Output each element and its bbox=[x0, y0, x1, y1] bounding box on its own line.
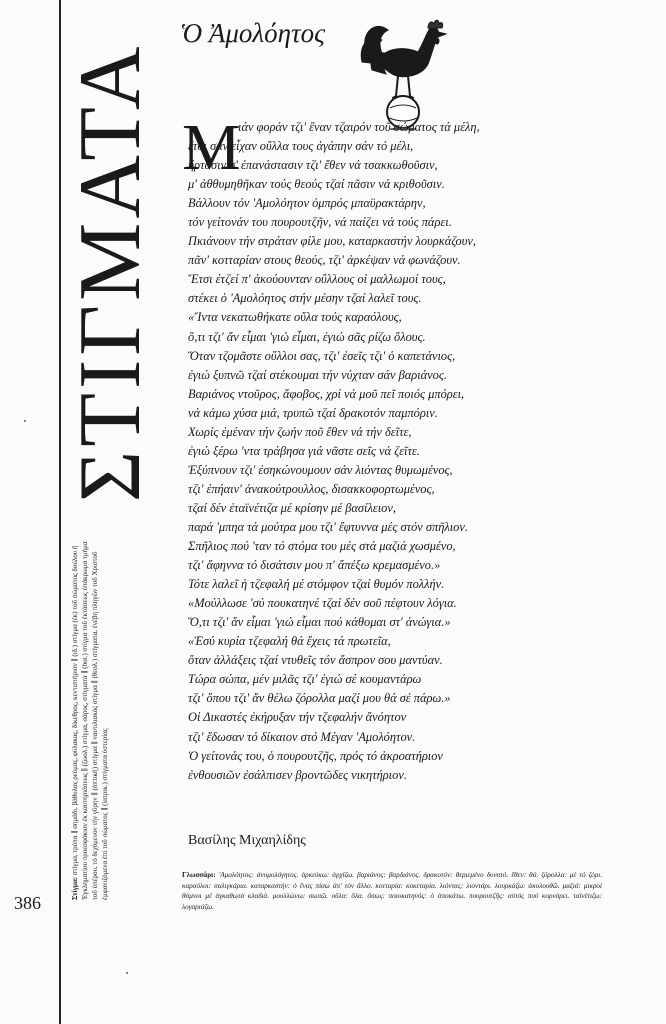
poem-line: «Ἴντα νεκατωθήκατε οὔλα τούς καραόλους, bbox=[188, 310, 402, 325]
rooster-on-ball-illustration bbox=[358, 12, 448, 130]
poem-line: νά κάμω χύσα μιά, τρυπῶ τζαί δρακοτόν παμπόριν. bbox=[188, 405, 438, 420]
poem-line: Τότε λαλεῖ ἡ τζεφαλή μέ στόμφον τζαί θυμόν πολλήν. bbox=[188, 577, 445, 592]
poem-line: τόν γείτονάν του πουρουτζῆν, νά παίζει νά τούς πάρει. bbox=[188, 215, 452, 230]
column-divider-line bbox=[59, 0, 61, 1024]
glossary-text: 'Αμολόητος: ἀνομολόγητος. ἀρκεύκω: ἀρχίζω. βαριάνος: βαρδιάνος. δρακοτόν: θεριεμένο δυνατό. ἔθεν: θά. ζόρολλα: μέ τό ζόρι. καραόλοι: σαλιγκάρια. καταρκαστήν: ὁ ἕνας πίσω ἀπ' τόν ἄλλο. κοτταρία: κοκεταρία. λιόντας: λιοντάρι. λουρκάζω: ἀκολουθῶ. μαζιά: μικροί θάμνοι μέ ἀγκαθωτά κλαδιά. μουλλώνω: σωπῶ. οὔλα: ὅλα. ὅσως: ποιοκατηνός: ὁ ἀποκάτω. πουρουτζῆς: αὐτός πού κορνάρει. ταϊνέτιζω: λογαριάζω. bbox=[182, 871, 603, 911]
poem-line: ὅ,τι τζι' ἄν εἶμαι 'γιώ εἶμαι, ἐγιώ σᾶς ρίζω ὅλους. bbox=[188, 329, 426, 344]
poem-line: τζι' ὅπου τζι' ἄν θέλω ζόρολλα μαζί μου θά σέ πάρω.» bbox=[188, 691, 451, 706]
definition-label: Στίγμα: bbox=[71, 876, 79, 900]
poem-title: Ὁ Ἀμολόητος bbox=[180, 18, 326, 48]
poem-line: τζι' ἄφηννα τό δισάτσιν μου π' ἄπέξω κρεμασμένο.» bbox=[188, 558, 441, 573]
definition-block-vertical bbox=[70, 540, 140, 900]
section-title-vertical: ΣΤΙΓΜΑΤΑ bbox=[62, 42, 159, 502]
poem-line: ἐνθουσιῶν ἐσάλπισεν βροντῶδες νικητήριον. bbox=[188, 767, 407, 782]
poem-line: Βαριάνος ντοῦρος, ἄφοβος, χρί νά μοῦ πεῖ ποιός μπόρει, bbox=[188, 386, 465, 401]
print-speck bbox=[126, 972, 128, 974]
poem-line: Ὁ γείτονάς του, ὁ πουρουτζῆς, πρός τό ἀκροατήριον bbox=[188, 748, 443, 763]
glossary bbox=[182, 870, 602, 912]
definition-text: στίγμα, τρύπα ∥ σημάδι, βάθυλας ρεύμας, φύλακας, δίκεθρος, κεντιστήριον ∥ (ιδ.) στίγμα (ἐκ) τοῦ σώματος δούλου ἢ Ἐγκληματίου προεσφάκιον ἐκ καυτηριάσεως ∥ (ζωολ.) στίγμα, σάρος, στίγματα ∥ (bot.) στίγμα τοῦ ἐκτάσεως ὑπάκρωμα τμήμα τοῦ ὑπέρου, τό δεχόμενον τήν γῦρην ∥ (ὀπτική) στίγμα ∥ ναυτιλιακός στίγμα ∥ (θεολ.) στίγματα, ἐνέβη πληγῶν τοῦ Χριστοῦ ἐμφανιζόμενα ἐπί τοῦ σώματος ∥ (ἰατρικ.) στίγματα ὑστερίας bbox=[71, 541, 109, 900]
poem-body bbox=[182, 111, 602, 785]
poem-line: τζι' ἔδωσαν τό δίκαιον στό Μέγαν 'Αμολόητον. bbox=[188, 729, 416, 744]
poem-line: ἐγιώ ξυπνῶ τζαί στέκουμαι τήν νύχταν σάν βαριάνος. bbox=[188, 367, 447, 382]
poem-drop-cap: Μ bbox=[182, 111, 241, 184]
poem-line: «Μούλλωσε 'σύ πουκατηνέ τζαί δέν σοῦ πέφτουν λόγια. bbox=[188, 596, 457, 611]
poem-line: Τώρα σώπα, μέν μιλᾶς τζι' ἐγιώ σέ κουμαντάρω bbox=[188, 672, 422, 687]
poem-line: Οἱ Δικαστές ἐκήρυξαν τήν τζεφαλήν ἄνόητον bbox=[188, 710, 407, 725]
poem-line: Ἐξύπνουν τζι' ἐσηκώνουμουν σάν λιόντας θυμωμένος, bbox=[188, 462, 453, 477]
poem-line: Βάλλουν τόν 'Αμολόητον ὀμπρός μπαϋρακτάρην, bbox=[188, 196, 426, 211]
poem-line: παρά 'μπηα τά μούτρα μου τζι' ἔφτυννα μές στόν σπῆλιον. bbox=[188, 519, 468, 534]
poem-line: Ἔτσι ἐτζεί π' ἀκούουνταν οὔλλους οἱ μαλλωμοί τους, bbox=[188, 272, 446, 287]
poem-line: Σπῆλιος πού 'ταν τό στόμα του μές στά μαζιά χωσμένο, bbox=[188, 539, 456, 554]
poem-line: «Ἐσύ κυρία τζεφαλή θά ἔχεις τά πρωτεῖα, bbox=[188, 634, 391, 649]
poem-line: ὅταν ἀλλάξεις τζαί ντυθεῖς τόν ἄσπρον σου μαντύαν. bbox=[188, 653, 443, 668]
poem-line: Χωρίς ἐμέναν τήν ζωήν ποῦ ἔθεν νά τήν δεῖτε, bbox=[188, 424, 412, 439]
poem-line: πᾶν' κοτταρίαν στους θεούς, τζι' ἀρκέψαν νά φωνάζουν. bbox=[188, 253, 461, 268]
poem-line: Πκιάνουν τήν στράταν φίλε μου, καταρκαστήν λουρκάζουν, bbox=[188, 234, 476, 249]
poem-line: ἐγιώ ξέρω 'ντα τράβησα γιά νᾶστε σεῖς νά ζεῖτε. bbox=[188, 443, 420, 458]
poem-line: ἔτσι σάν εἶχαν οὔλλα τους ἀγάπην σάν τό μέλι, bbox=[188, 139, 414, 154]
poem-author: Βασίλης Μιχαηλίδης bbox=[188, 833, 306, 848]
poem-line: Ὅ,τι τζι' ἄν εἶμαι 'γιώ εἶμαι πού κάθομαι στ' ἀνώγια.» bbox=[188, 615, 451, 630]
poem-line: Ὅταν τζομᾶστε οὔλλοι σας, τζι' ἐσεῖς τζι' ὁ καπετάνιος, bbox=[188, 348, 456, 363]
print-speck bbox=[24, 420, 26, 422]
poem-line: τζαί δέν ἐταϊνέτιζα μέ κρίσην μέ βασίλειον, bbox=[188, 500, 396, 515]
poem-line: στέκει ὁ 'Αμολόητος στήν μέσην τζαί λαλεῖ τους. bbox=[188, 291, 422, 306]
poem-line: μ' ἀθθυμηθῆκαν τούς θεούς τζαί πᾶσιν νά κριθοῦσιν. bbox=[188, 177, 445, 192]
poem-first-line: ιάν φοράν τζι' ἕναν τζαιρόν τοῦ σώματος τά μέλη, bbox=[238, 120, 480, 134]
glossary-label: Γλωσσάρι: bbox=[182, 871, 216, 879]
poem-line: ἤρτασιν σ' ἐπανάστασιν τζι' ἔθεν νά τσακκωθοῦσιν, bbox=[188, 158, 438, 173]
poem-line: τζι' ἐπήαιν' ἀνακούτρουλλος, δισακκοφορτωμένος, bbox=[188, 481, 435, 496]
page-number: 386 bbox=[14, 893, 41, 913]
